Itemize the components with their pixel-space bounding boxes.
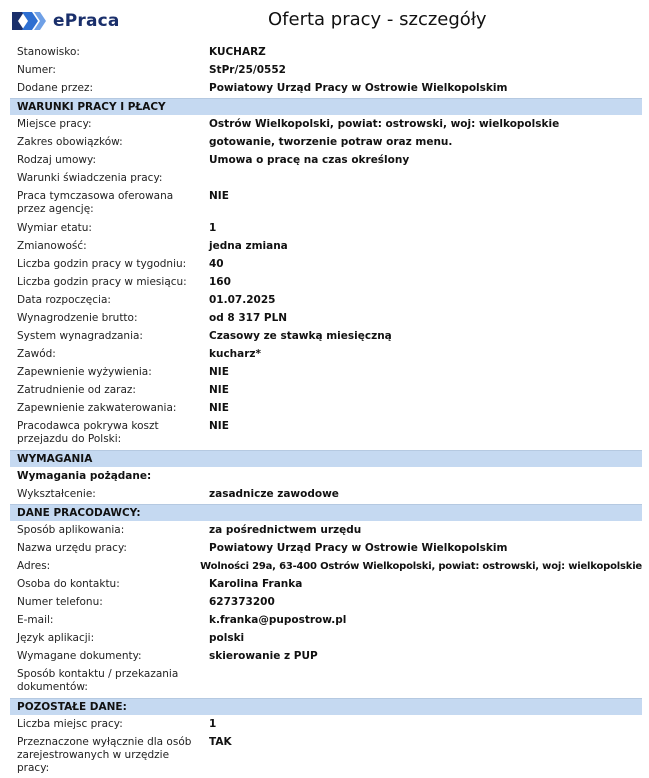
row-label: Rodzaj umowy: [17,154,96,166]
row-label: Wykształcenie: [17,488,96,500]
detail-row [10,612,642,630]
row-label: Zapewnienie zakwaterowania: [17,402,177,414]
row-label: Praca tymczasowa oferowana przez agencję: [17,190,174,215]
detail-row [10,364,642,382]
offer-details [10,44,642,778]
row-label: Warunki świadczenia pracy: [17,172,163,184]
row-value: zasadnicze zawodowe [209,488,339,500]
row-value: Wolności 29a, 63-400 Ostrów Wielkopolski, powiat: ostrowski, woj: wielkopolskie [200,561,642,572]
detail-row [10,734,642,778]
section-header-pracodawca: DANE PRACODAWCY: [10,504,642,521]
row-value: 160 [209,276,231,288]
row-label: Numer telefonu: [17,596,103,608]
row-label: Adres: [17,560,51,572]
section-pracodawca [10,522,642,698]
row-label: Dodane przez: [17,82,94,94]
detail-row [10,630,642,648]
detail-row [10,220,642,238]
detail-row [10,558,642,576]
row-value [209,668,642,695]
row-label: Wymiar etatu: [17,222,92,234]
row-label: Numer: [17,64,56,76]
section-wymagania [10,468,642,504]
row-value: polski [209,632,245,644]
row-value: Ostrów Wielkopolski, powiat: ostrowski, woj: wielkopolskie [209,118,560,130]
detail-row [10,716,642,734]
detail-row [10,170,642,188]
row-label: Zapewnienie wyżywienia: [17,366,152,378]
section-header-wymagania: WYMAGANIA [10,450,642,467]
detail-row [10,116,642,134]
row-label: Pracodawca pokrywa koszt przejazdu do Polski: [17,420,159,445]
row-label: Zmianowość: [17,240,87,252]
row-value: 1 [209,222,217,234]
section-warunki [10,116,642,450]
row-value: Umowa o pracę na czas określony [209,154,410,166]
page-header [0,0,649,40]
row-value: od 8 317 PLN [209,312,288,324]
row-label: Data rozpoczęcia: [17,294,111,306]
row-label: System wynagradzania: [17,330,143,342]
row-value: kucharz* [209,348,262,360]
detail-row [10,540,642,558]
row-value: StPr/25/0552 [209,64,286,76]
row-label: Nazwa urzędu pracy: [17,542,127,554]
section-header-pozostale: POZOSTAŁE DANE: [10,698,642,715]
epraca-logo-icon [10,9,50,33]
row-label: Wymagane dokumenty: [17,650,142,662]
row-value: NIE [209,420,229,432]
detail-row [10,134,642,152]
detail-row [10,648,642,666]
row-value: 1 [209,718,217,730]
row-label: Miejsce pracy: [17,118,92,130]
detail-row [10,274,642,292]
page-title: Oferta pracy - szczegóły [268,9,487,30]
detail-row [10,576,642,594]
row-label: Zakres obowiązków: [17,136,123,148]
detail-row [10,400,642,418]
subheading-wymagania-pozadane: Wymagania pożądane: [17,470,152,482]
row-value: 627373200 [209,596,275,608]
row-label: Przeznaczone wyłącznie dla osób zarejestrowanych w urzędzie pracy: [17,736,192,774]
logo-text: ePraca [53,11,120,31]
row-label: Sposób kontaktu / przekazania dokumentów: [17,668,179,693]
detail-row [10,486,642,504]
section-pozostale [10,716,642,778]
detail-row [10,152,642,170]
row-value [209,172,642,185]
row-value: Karolina Franka [209,578,303,590]
row-value: Powiatowy Urząd Pracy w Ostrowie Wielkopolskim [209,82,508,94]
row-label: Zawód: [17,348,56,360]
detail-row [10,310,642,328]
row-label: Zatrudnienie od zaraz: [17,384,136,396]
row-value: NIE [209,190,229,202]
row-label: Osoba do kontaktu: [17,578,120,590]
row-value: Czasowy ze stawką miesięczną [209,330,392,342]
detail-row [10,522,642,540]
row-label: E-mail: [17,614,54,626]
row-value: 01.07.2025 [209,294,276,306]
row-value: Powiatowy Urząd Pracy w Ostrowie Wielkopolskim [209,542,508,554]
row-value: NIE [209,384,229,396]
detail-row-numer [10,62,642,80]
detail-row [10,418,642,450]
row-label: Wynagrodzenie brutto: [17,312,138,324]
row-label: Sposób aplikowania: [17,524,125,536]
detail-row [10,666,642,698]
top-rows [10,44,642,98]
row-label: Stanowisko: [17,46,80,58]
row-value: skierowanie z PUP [209,650,318,662]
row-value: 40 [209,258,224,270]
detail-row [10,328,642,346]
detail-row [10,346,642,364]
row-value: za pośrednictwem urzędu [209,524,362,536]
detail-row [10,188,642,220]
epraca-logo[interactable] [10,8,120,34]
row-label: Liczba miejsc pracy: [17,718,123,730]
row-value: NIE [209,366,229,378]
row-label: Liczba godzin pracy w miesiącu: [17,276,187,288]
detail-row-dodane-przez [10,80,642,98]
section-header-warunki: WARUNKI PRACY I PŁACY [10,98,642,115]
row-label: Liczba godzin pracy w tygodniu: [17,258,187,270]
row-value: NIE [209,402,229,414]
row-value: jedna zmiana [209,240,288,252]
detail-row [10,238,642,256]
detail-row [10,292,642,310]
row-value: gotowanie, tworzenie potraw oraz menu. [209,136,453,148]
row-label: Język aplikacji: [17,632,95,644]
detail-row [10,256,642,274]
row-value: TAK [209,736,232,748]
detail-row-stanowisko [10,44,642,62]
detail-row [10,594,642,612]
contact-email[interactable]: k.franka@pupostrow.pl [209,614,347,626]
row-value: KUCHARZ [209,46,266,58]
detail-row [10,382,642,400]
